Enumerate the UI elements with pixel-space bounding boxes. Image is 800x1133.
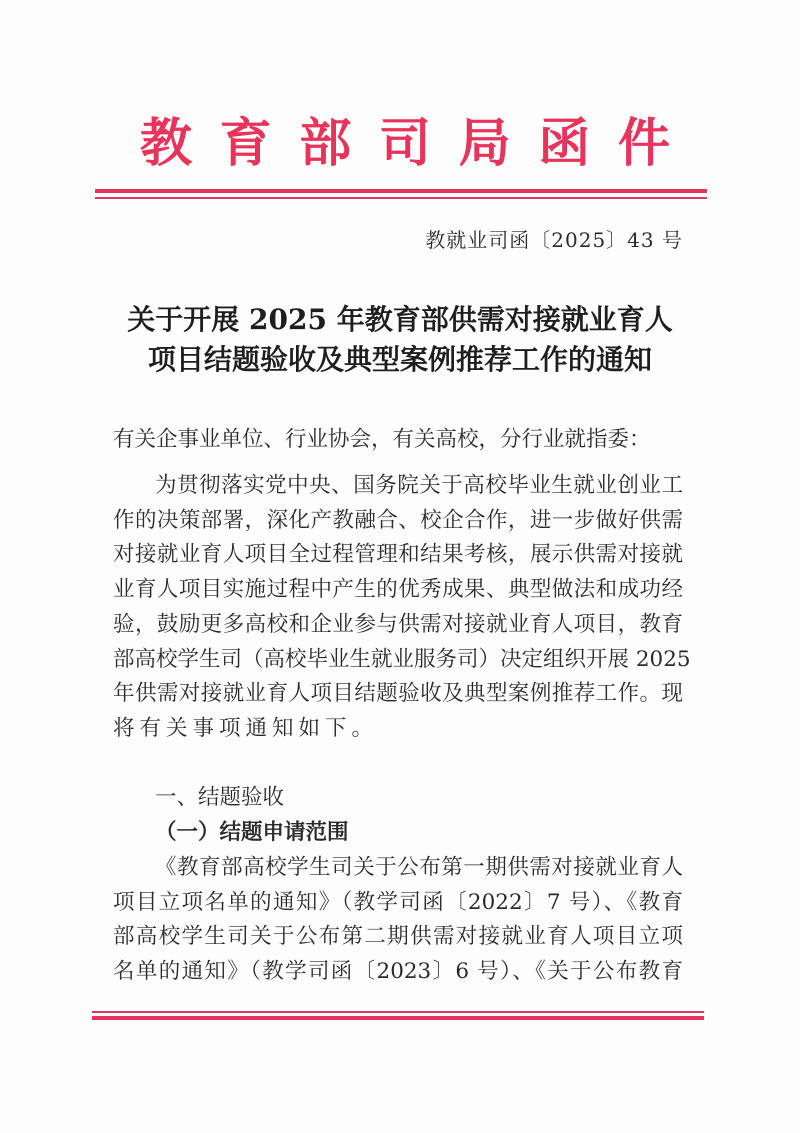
body-line: 年供需对接就业育人项目结题验收及典型案例推荐工作。现 <box>113 681 683 706</box>
addressee: 有关企事业单位、行业协会，有关高校，分行业就指委： <box>113 427 651 452</box>
notice-title-line: 项目结题验收及典型案例推荐工作的通知 <box>147 343 652 376</box>
body-line: 《教育部高校学生司关于公布第一期供需对接就业育人 <box>155 855 683 880</box>
body-line: 为贯彻落实党中央、国务院关于高校毕业生就业创业工 <box>155 473 683 498</box>
letterhead-char: 教 <box>140 113 193 174</box>
letterhead-char: 育 <box>219 113 272 174</box>
body-line: 部高校学生司（高校毕业生就业服务司）决定组织开展 2025 <box>113 647 691 672</box>
body-line: 将有关事项通知如下。 <box>113 716 379 741</box>
letterhead-char: 件 <box>617 113 670 174</box>
body-line: 作的决策部署，深化产教融合、校企合作，进一步做好供需 <box>113 508 683 533</box>
body-line: 对接就业育人项目全过程管理和结果考核，展示供需对接就 <box>113 542 683 567</box>
footer-rule-thick <box>92 1016 704 1020</box>
letterhead-char: 司 <box>378 113 431 174</box>
body-line: 验，鼓励更多高校和企业参与供需对接就业育人项目，教育 <box>113 612 683 637</box>
letterhead-char: 部 <box>299 113 352 174</box>
notice-title-line: 关于开展 2025 年教育部供需对接就业育人 <box>127 303 673 336</box>
body-line: 部高校学生司关于公布第二期供需对接就业育人项目立项 <box>113 924 683 949</box>
body-line: 名单的通知》（教学司函〔2023〕6 号）、《关于公布教育 <box>113 959 683 984</box>
letterhead-char: 局 <box>458 113 511 174</box>
footer-rule-thin <box>92 1011 704 1013</box>
header-rule-thick <box>95 189 707 193</box>
body-line: 项目立项名单的通知》（教学司函〔2022〕7 号）、《教育 <box>113 890 683 915</box>
letterhead-char: 函 <box>538 113 591 174</box>
header-rule-thin <box>95 197 707 199</box>
subsection-heading: （一）结题申请范围 <box>155 820 349 845</box>
section-heading: 一、结题验收 <box>155 785 285 810</box>
body-line: 业育人项目实施过程中产生的优秀成果、典型做法和成功经 <box>113 577 683 602</box>
letterhead-title <box>140 112 670 176</box>
document-number: 教就业司函〔2025〕43 号 <box>425 228 683 252</box>
